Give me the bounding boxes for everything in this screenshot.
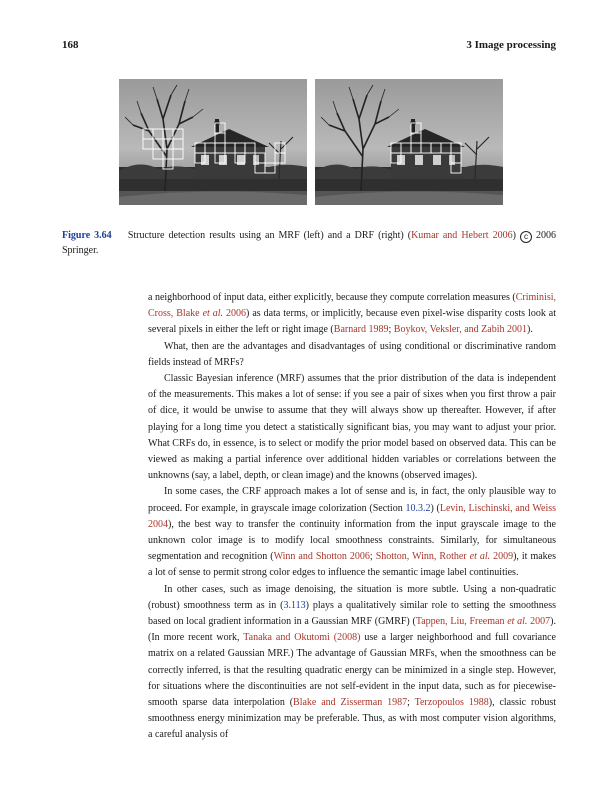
body-paragraph <box>148 484 556 581</box>
citation-link[interactable]: Tappen, Liu, Freeman <box>415 616 508 628</box>
caption-text: Structure detection results using an MRF (left) and a DRF (right) ( <box>127 230 412 241</box>
text-run: ), it makes a lot of sense to permit strong color edges to influence the semantic image label continuities. <box>148 551 556 579</box>
drf-image <box>315 79 503 205</box>
citation-link[interactable]: Levin, Lischinski, and Weiss 2004 <box>148 502 557 530</box>
citation-link[interactable]: 2009 <box>490 551 514 563</box>
text-run: ), classic robust smoothness energy minimization may be preferable. Thus, as with most computer vision algorithms, a careful analysis of <box>148 697 556 741</box>
chapter-title: 3 Image processing <box>466 39 556 51</box>
text-run: ). <box>526 324 533 336</box>
caption-after: ) <box>512 230 520 241</box>
citation-link[interactable]: Criminisi, Cross, Blake <box>148 292 556 320</box>
text-run: ; <box>369 551 376 563</box>
page-number: 168 <box>62 39 79 51</box>
citation-link[interactable]: Tanaka and Okutomi (2008) <box>243 632 361 644</box>
caption-citation[interactable]: Kumar and Hebert 2006 <box>411 230 513 241</box>
figure-label: Figure 3.64 <box>62 230 112 241</box>
body-paragraph <box>148 290 556 339</box>
citation-link[interactable]: Winn and Shotton 2006 <box>273 551 370 563</box>
text-run: ) ( <box>430 502 440 514</box>
text-run: ; <box>407 697 415 709</box>
figure-caption <box>62 229 556 258</box>
citation-link[interactable]: Shotton, Winn, Rother <box>375 551 470 563</box>
citation-link[interactable]: Blake and Zisserman 1987 <box>293 697 408 709</box>
text-run: In other cases, such as image denoising, the situation is more subtle. Using a non-quadratic (robust) smoothness term as in ( <box>148 583 556 611</box>
text-run: a neighborhood of input data, either explicitly, because they compute correlation measures ( <box>148 292 516 303</box>
text-run: ) plays a qualitatively similar role to setting the smoothness based on local gradient information in a Gaussian MRF (GMRF) ( <box>148 599 556 628</box>
cross-reference-link[interactable]: 10.3.2 <box>405 502 431 514</box>
body-text <box>148 290 556 744</box>
citation-link[interactable]: Terzopoulos 1988 <box>414 697 489 709</box>
citation-link[interactable]: et al. <box>507 616 528 628</box>
caption-tail: 2006 Springer. <box>62 230 557 256</box>
citation-link[interactable]: et al. <box>202 308 224 320</box>
text-run: Classic Bayesian inference (MRF) assumes that the prior distribution of the data is independent of the measurements. This makes a lot of sense: if you see a pair of sixes when you first throw a pair of dice, it would be unwise to assume that they will always show up thereafter. However, if after playing for a long time you detect a statistically significant bias, you may want to adjust your prior. What CRFs do, in essence, is to select or modify the prior model based on observed data. This can be viewed as making a partial inference over additional hidden variables or correlations between the unknowns (say, a label, depth, or clean image) and the knowns (observed images). <box>148 373 556 482</box>
citation-link[interactable]: Barnard 1989 <box>333 324 389 336</box>
body-paragraph <box>148 582 556 744</box>
mrf-image <box>119 79 307 205</box>
body-paragraph <box>148 371 556 484</box>
text-run: What, then are the advantages and disadvantages of using conditional or discriminative random fields instead of MRFs? <box>148 340 556 368</box>
cross-reference-link[interactable]: 3.113 <box>283 599 306 611</box>
citation-link[interactable]: Boykov, Veksler, and Zabih 2001 <box>393 324 527 336</box>
citation-link[interactable]: et al. <box>469 551 491 563</box>
copyright-icon: c <box>520 231 532 243</box>
citation-link[interactable]: 2006 <box>223 308 247 320</box>
text-run: ) as data terms, or implicitly, because even pixel-wise disparity costs look at several pixels in either the left or right image ( <box>148 308 557 336</box>
text-run: use a larger neighborhood and full covariance matrix on a related Gaussian MRF.) The advantage of Gaussian MRFs, when the smoothness can be correctly inferred, is that the resulting quadratic energy can be minimized in a single step. However, for situations where the discontinuities are not self-evident in the input data, such as for piecewise-smooth sparse data interpolation ( <box>148 632 556 709</box>
text-run: ), the best way to transfer the continuity information from the input grayscale image to the unknown color image is to modify local smoothness constraints. Similarly, for simultaneous segmentation and recognition ( <box>148 518 556 563</box>
body-paragraph <box>148 339 556 371</box>
citation-link[interactable]: 2007 <box>527 616 551 628</box>
text-run: ). (In more recent work, <box>148 616 556 644</box>
text-run: ; <box>388 324 394 336</box>
figure-3-64 <box>119 79 555 211</box>
text-run: In some cases, the CRF approach makes a lot of sense and is, in fact, the only plausible way to proceed. For example, in grayscale image colorization (Section <box>148 486 556 514</box>
figure-images <box>119 79 555 211</box>
